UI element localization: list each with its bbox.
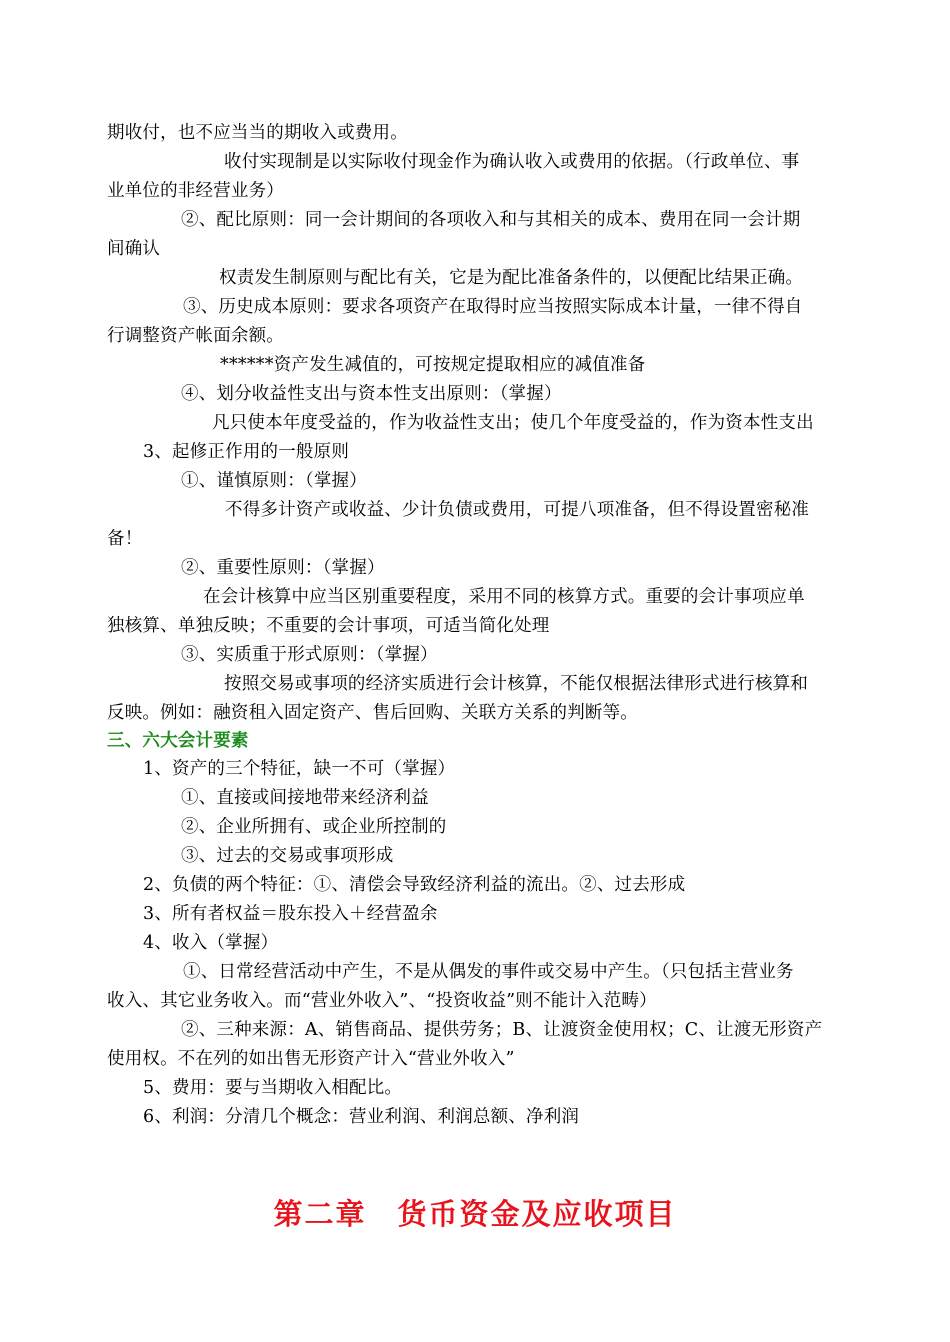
text-line: 4、收入（掌握） [143, 933, 279, 953]
text-line: 备！ [107, 529, 143, 549]
text-line: 在会计核算中应当区别重要程度，采用不同的核算方式。重要的会计事项应单 [203, 587, 805, 607]
section-heading: 三、六大会计要素 [107, 731, 249, 751]
text-line: ②、企业所拥有、或企业所控制的 [181, 817, 447, 837]
text-line: 2、负债的两个特征：①、清偿会导致经济利益的流出。②、过去形成 [143, 875, 686, 895]
text-line: ②、三种来源：A、销售商品、提供劳务；B、让渡资金使用权；C、让渡无形资产 [181, 1020, 823, 1040]
text-line: ②、重要性原则：（掌握） [181, 558, 385, 578]
text-line: ④、划分收益性支出与资本性支出原则：（掌握） [181, 384, 562, 404]
text-line: 收入、其它业务收入。而“营业外收入”、“投资收益”则不能计入范畴） [107, 991, 657, 1011]
text-line: ③、过去的交易或事项形成 [181, 846, 394, 866]
text-line: 不得多计资产或收益、少计负债或费用，可提八项准备，但不得设置密秘准 [225, 500, 810, 520]
text-line: 3、起修正作用的一般原则 [143, 442, 350, 462]
text-line: ③、实质重于形式原则：（掌握） [181, 645, 438, 665]
text-line: 3、所有者权益＝股东投入＋经营盈余 [143, 904, 438, 924]
text-line: 使用权。不在列的如出售无形资产计入“营业外收入” [107, 1049, 515, 1069]
text-line: 反映。例如：融资租入固定资产、售后回购、关联方关系的判断等。 [107, 703, 638, 723]
text-line: ①、日常经营活动中产生，不是从偶发的事件或交易中产生。（只包括主营业务 [183, 962, 794, 982]
text-line: 独核算、单独反映；不重要的会计事项，可适当简化处理 [107, 616, 550, 636]
text-line: ①、谨慎原则：（掌握） [181, 471, 367, 491]
text-line: ③、历史成本原则：要求各项资产在取得时应当按照实际成本计量，一律不得自 [183, 297, 803, 317]
text-line: 凡只使本年度受益的，作为收益性支出；使几个年度受益的，作为资本性支出 [212, 413, 814, 433]
text-line: ******资产发生减值的，可按规定提取相应的减值准备 [220, 355, 646, 375]
text-line: ①、直接或间接地带来经济利益 [181, 788, 429, 808]
text-line: 期收付，也不应当当的期收入或费用。 [107, 123, 408, 143]
text-line: 权责发生制原则与配比有关，它是为配比准备条件的，以便配比结果正确。 [219, 268, 804, 288]
text-line: 间确认 [107, 239, 161, 259]
text-line: 收付实现制是以实际收付现金作为确认收入或费用的依据。（行政单位、事 [224, 152, 800, 172]
text-line: 行调整资产帐面余额。 [107, 326, 284, 346]
chapter-title: 第二章 货币资金及应收项目 [273, 1197, 677, 1231]
text-line: 业单位的非经营业务） [107, 181, 284, 201]
text-line: ②、配比原则：同一会计期间的各项收入和与其相关的成本、费用在同一会计期 [181, 210, 801, 230]
text-line: 按照交易或事项的经济实质进行会计核算，不能仅根据法律形式进行核算和 [224, 674, 809, 694]
text-line: 6、利润：分清几个概念：营业利润、利润总额、净利润 [143, 1107, 580, 1127]
text-line: 1、资产的三个特征，缺一不可（掌握） [143, 759, 456, 779]
text-line: 5、费用：要与当期收入相配比。 [143, 1078, 403, 1098]
